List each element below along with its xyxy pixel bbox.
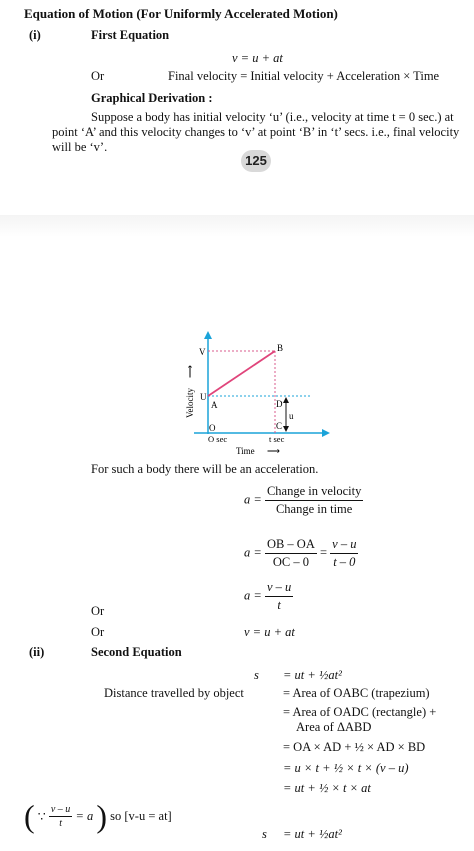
or-label-3: Or: [91, 625, 105, 639]
accel-simp-den: t: [277, 598, 281, 612]
label-V: V: [199, 347, 206, 357]
right-paren: ): [96, 798, 108, 834]
section-heading: Equation of Motion (For Uniformly Accelerated Motion): [24, 6, 338, 21]
velocity-arrow: ⟶: [185, 365, 195, 378]
x-axis-label: Time: [236, 446, 255, 456]
accel-sub-lhs: a =: [244, 545, 262, 560]
first-eq-formula: v = u + at: [232, 51, 283, 65]
accel-substitution: [244, 537, 358, 570]
because-num: v – u: [50, 804, 71, 815]
label-B: B: [277, 343, 284, 353]
because-den: t: [59, 818, 62, 829]
because-fraction: [49, 804, 72, 829]
accel-simp-fraction: [265, 580, 293, 613]
label-zero-sec: O sec: [208, 434, 228, 444]
y-axis-label: Velocity: [185, 388, 195, 418]
accel-sub-den-1: OC – 0: [272, 555, 309, 569]
or-label-2: Or: [91, 604, 105, 618]
label-O: O: [209, 423, 216, 433]
first-eq-words: Final velocity = Initial velocity + Acceleration × Time: [168, 69, 440, 83]
accel-sub-fraction-1: [265, 537, 317, 570]
graphical-derivation-title: Graphical Derivation :: [91, 91, 213, 105]
label-U: U: [200, 392, 207, 402]
second-eq-number: (ii): [29, 645, 45, 659]
distance-label: Distance travelled by object: [104, 686, 244, 700]
accel-sub-num-1: OB – OA: [265, 537, 317, 554]
accel-def-fraction: [265, 484, 363, 517]
label-A: A: [211, 400, 218, 410]
second-eq-title: Second Equation: [91, 645, 182, 659]
accel-def: [244, 484, 363, 517]
final-s-formula: = ut + ½at²: [283, 827, 342, 841]
label-t-sec: t sec: [269, 434, 285, 444]
first-eq-title: First Equation: [91, 28, 170, 42]
accel-def-den: Change in time: [275, 502, 353, 516]
because-equals: = a: [75, 809, 94, 823]
accel-simplified: [244, 580, 293, 613]
label-D: D: [276, 399, 283, 409]
top-page: [0, 0, 474, 215]
accel-sub-equals: =: [319, 545, 328, 560]
or-label-1: Or: [91, 69, 105, 83]
velocity-time-graph: [180, 330, 340, 460]
s-formula: = ut + ½at²: [283, 668, 342, 682]
accel-def-lhs: a =: [244, 492, 262, 507]
accel-def-num: Change in velocity: [265, 484, 363, 501]
y-axis-arrow: [204, 331, 212, 339]
accel-simp-lhs: a =: [244, 588, 262, 603]
area-line-2b: Area of ΔABD: [296, 720, 372, 734]
left-paren: (: [24, 798, 35, 834]
area-line-1: = Area of OABC (trapezium): [283, 686, 430, 700]
u-arrow-down: [283, 426, 289, 432]
area-line-4: = u × t + ½ × t × (v – u): [283, 761, 409, 775]
accel-sub-den-2: t – 0: [333, 555, 356, 569]
label-C: C: [276, 421, 283, 431]
because-note: [24, 798, 172, 835]
area-line-5: = ut + ½ × t × at: [283, 781, 371, 795]
x-axis-arrow: [322, 429, 330, 437]
time-arrow: ⟶: [267, 446, 280, 456]
accel-simp-num: v – u: [265, 580, 293, 597]
accel-sub-num-2: v – u: [330, 537, 358, 554]
page-number-badge: 125: [241, 150, 271, 172]
area-line-2: = Area of OADC (rectangle) +: [283, 705, 437, 719]
because-symbol: ∵: [37, 809, 46, 824]
final-s-variable: s: [262, 827, 267, 841]
velocity-line: [208, 351, 275, 396]
so-note: so [v-u = at]: [110, 809, 172, 823]
first-eq-result: v = u + at: [244, 625, 295, 639]
page-separator: [0, 215, 474, 237]
first-eq-number: (i): [29, 28, 41, 42]
s-variable: s: [254, 668, 259, 682]
acceleration-intro: For such a body there will be an acceleration.: [91, 462, 319, 476]
intro-paragraph: Suppose a body has initial velocity ‘u’ (i.e., velocity at time t = 0 sec.) at point ‘A’ and this velocity changes to ‘v’ at point ‘B’ in ‘t’ secs. i.e., final velocity will be ‘v’.: [52, 110, 460, 154]
u-arrow-up: [283, 397, 289, 403]
accel-sub-fraction-2: [330, 537, 358, 570]
area-line-3: = OA × AD + ½ × AD × BD: [283, 740, 426, 754]
label-u: u: [289, 411, 294, 421]
